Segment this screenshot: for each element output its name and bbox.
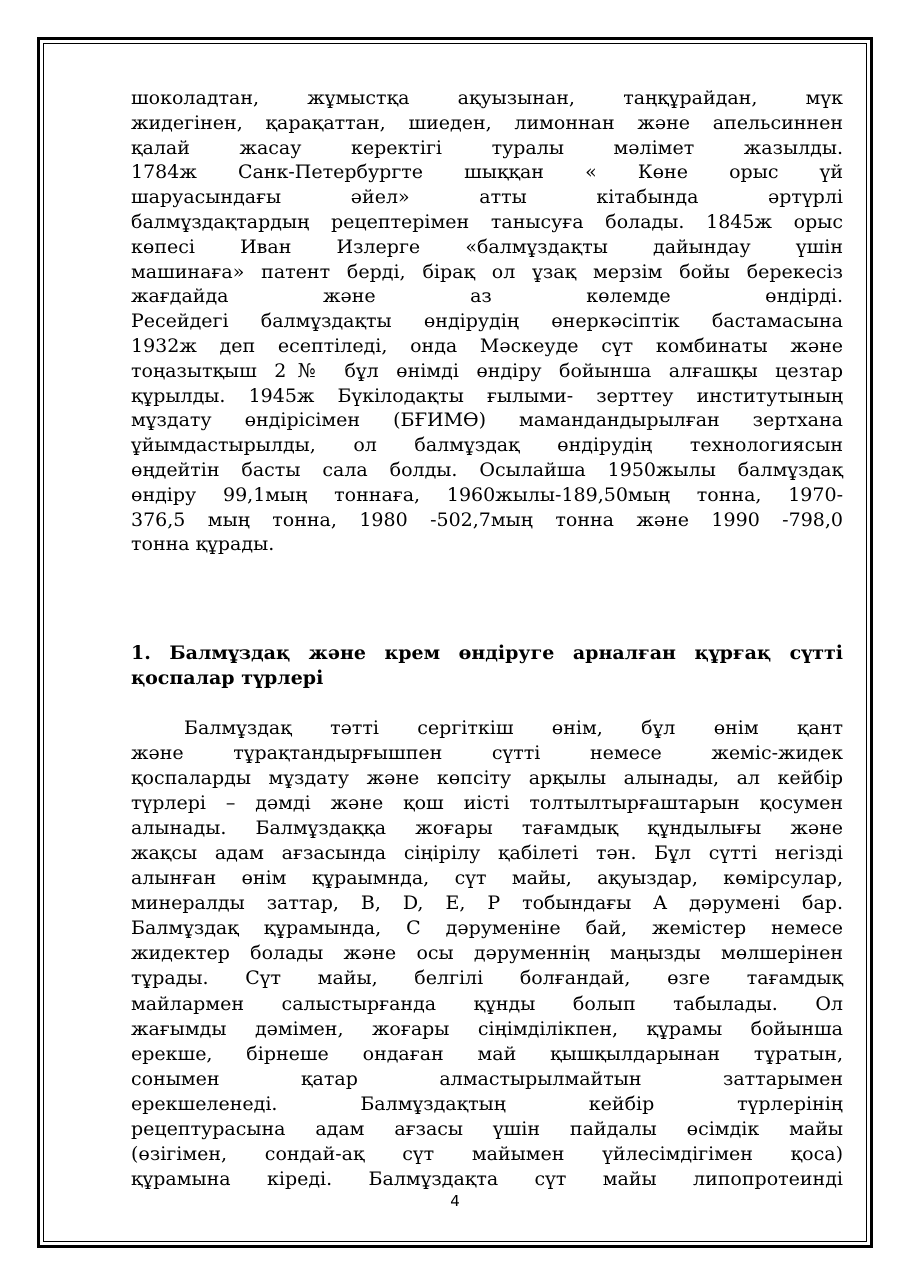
text-line: жидегінен, қарақаттан, шиеден, лимоннан және апельсиннен bbox=[131, 111, 843, 134]
text-line: ерекше, бірнеше ондаған май қышқылдарынан тұратын, bbox=[131, 1042, 843, 1065]
text-line: жақсы адам ағзасында сіңірілу қабілеті тән. Бұл сүтті негізді bbox=[131, 842, 843, 865]
text-line: машинаға» патент берді, бірақ ол ұзақ мерзім бойы берекесіз bbox=[131, 260, 843, 283]
paragraph-ice-cream-description bbox=[131, 716, 843, 1192]
heading-line: 1. Балмұздақ және крем өндіруге арналған құрғақ сүтті bbox=[131, 642, 843, 664]
text-line: Балмұздақ құрамында, С дәруменіне бай, жемістер немесе bbox=[131, 917, 843, 940]
text-line: өңдейтін басты сала болды. Осылайша 1950жылы балмұздақ bbox=[131, 458, 843, 481]
text-line: Балмұздақ тәтті сергіткіш өнім, бұл өнім қант bbox=[184, 717, 843, 739]
text-line: көпесі Иван Излерге «балмұздақты дайындау үшін bbox=[131, 235, 843, 258]
text-line: мұздату өндірісімен (БҒИМӨ) мамандандырылған зертхана bbox=[131, 409, 843, 432]
text-line: 1932ж деп есептіледі, онда Мәскеуде сүт комбинаты және bbox=[131, 334, 843, 357]
text-line: түрлері – дәмді және қош иісті толтылтырғаштарын қосумен bbox=[131, 792, 843, 815]
text-line: және тұрақтандырғышпен сүтті немесе жеміс-жидек bbox=[131, 742, 843, 765]
section-heading bbox=[131, 641, 843, 691]
text-line: тоңазытқыш 2№ бұл өнімді өндіру бойынша алғашқы цезтар bbox=[131, 359, 843, 382]
text-line: рецептурасына адам ағзасы үшін пайдалы өсімдік майы bbox=[131, 1117, 843, 1140]
text-line: ерекшеленеді. Балмұздақтың кейбір түрлерінің bbox=[131, 1092, 843, 1115]
page-number: 4 bbox=[450, 1192, 460, 1210]
text-line: жағымды дәмімен, жоғары сіңімділікпен, құрамы бойынша bbox=[131, 1017, 843, 1040]
text-line: балмұздақтардың рецептерімен танысуға болады. 1845ж орыс bbox=[131, 210, 843, 233]
text-line: (өзігімен, сондай-ақ сүт майымен үйлесімдігімен қоса) bbox=[131, 1142, 843, 1165]
paragraph-history bbox=[131, 86, 843, 557]
text-line: құрылды. 1945ж Бүкілодақты ғылыми- зерттеу институтының bbox=[131, 384, 843, 407]
text-line: алынған өнім құраымнда, сүт майы, ақуыздар, көмірсулар, bbox=[131, 867, 843, 890]
text-line: шоколадтан, жұмыстқа ақуызынан, таңқұрайдан, мүк bbox=[131, 87, 843, 109]
text-line: сонымен қатар алмастырылмайтын заттарымен bbox=[131, 1067, 843, 1090]
text-line: тұрады. Сүт майы, белгілі болғандай, өзге тағамдық bbox=[131, 967, 843, 990]
text-line: құрамына кіреді. Балмұздақта сүт майы липопротеинді bbox=[131, 1167, 843, 1190]
text-line: қалай жасау керектігі туралы мәлімет жазылды. bbox=[131, 136, 843, 159]
text-line: майлармен салыстырғанда құнды болып табылады. Ол bbox=[131, 992, 843, 1015]
text-line: қоспаларды мұздату және көпсіту арқылы алынады, ал кейбір bbox=[131, 767, 843, 790]
text-line: жағдайда және аз көлемде өндірді. bbox=[131, 285, 843, 308]
text-line: Ресейдегі балмұздақты өндірудің өнеркәсіптік бастамасына bbox=[131, 310, 843, 333]
text-line: 376,5 мың тонна, 1980 -502,7мың тонна және 1990 -798,0 bbox=[131, 508, 843, 531]
text-line: минералды заттар, B, D, E, P тобындағы A дәрумені бар. bbox=[131, 892, 843, 915]
text-line: шаруасындағы әйел» атты кітабында әртүрлі bbox=[131, 186, 843, 209]
heading-line: қоспалар түрлері bbox=[131, 666, 324, 689]
text-line: ұйымдастырылды, ол балмұздақ өндірудің технологиясын bbox=[131, 434, 843, 457]
text-line: алынады. Балмұздаққа жоғары тағамдық құндылығы және bbox=[131, 817, 843, 840]
text-line: өндіру 99,1мың тоннаға, 1960жылы-189,50мың тонна, 1970- bbox=[131, 483, 843, 506]
text-line: 1784ж Санк-Петербургте шыққан « Көне орыс үй bbox=[131, 161, 843, 184]
text-line: тонна құрады. bbox=[131, 533, 275, 556]
text-line: жидектер болады және осы дәруменнің маңызды мөлшерінен bbox=[131, 942, 843, 965]
